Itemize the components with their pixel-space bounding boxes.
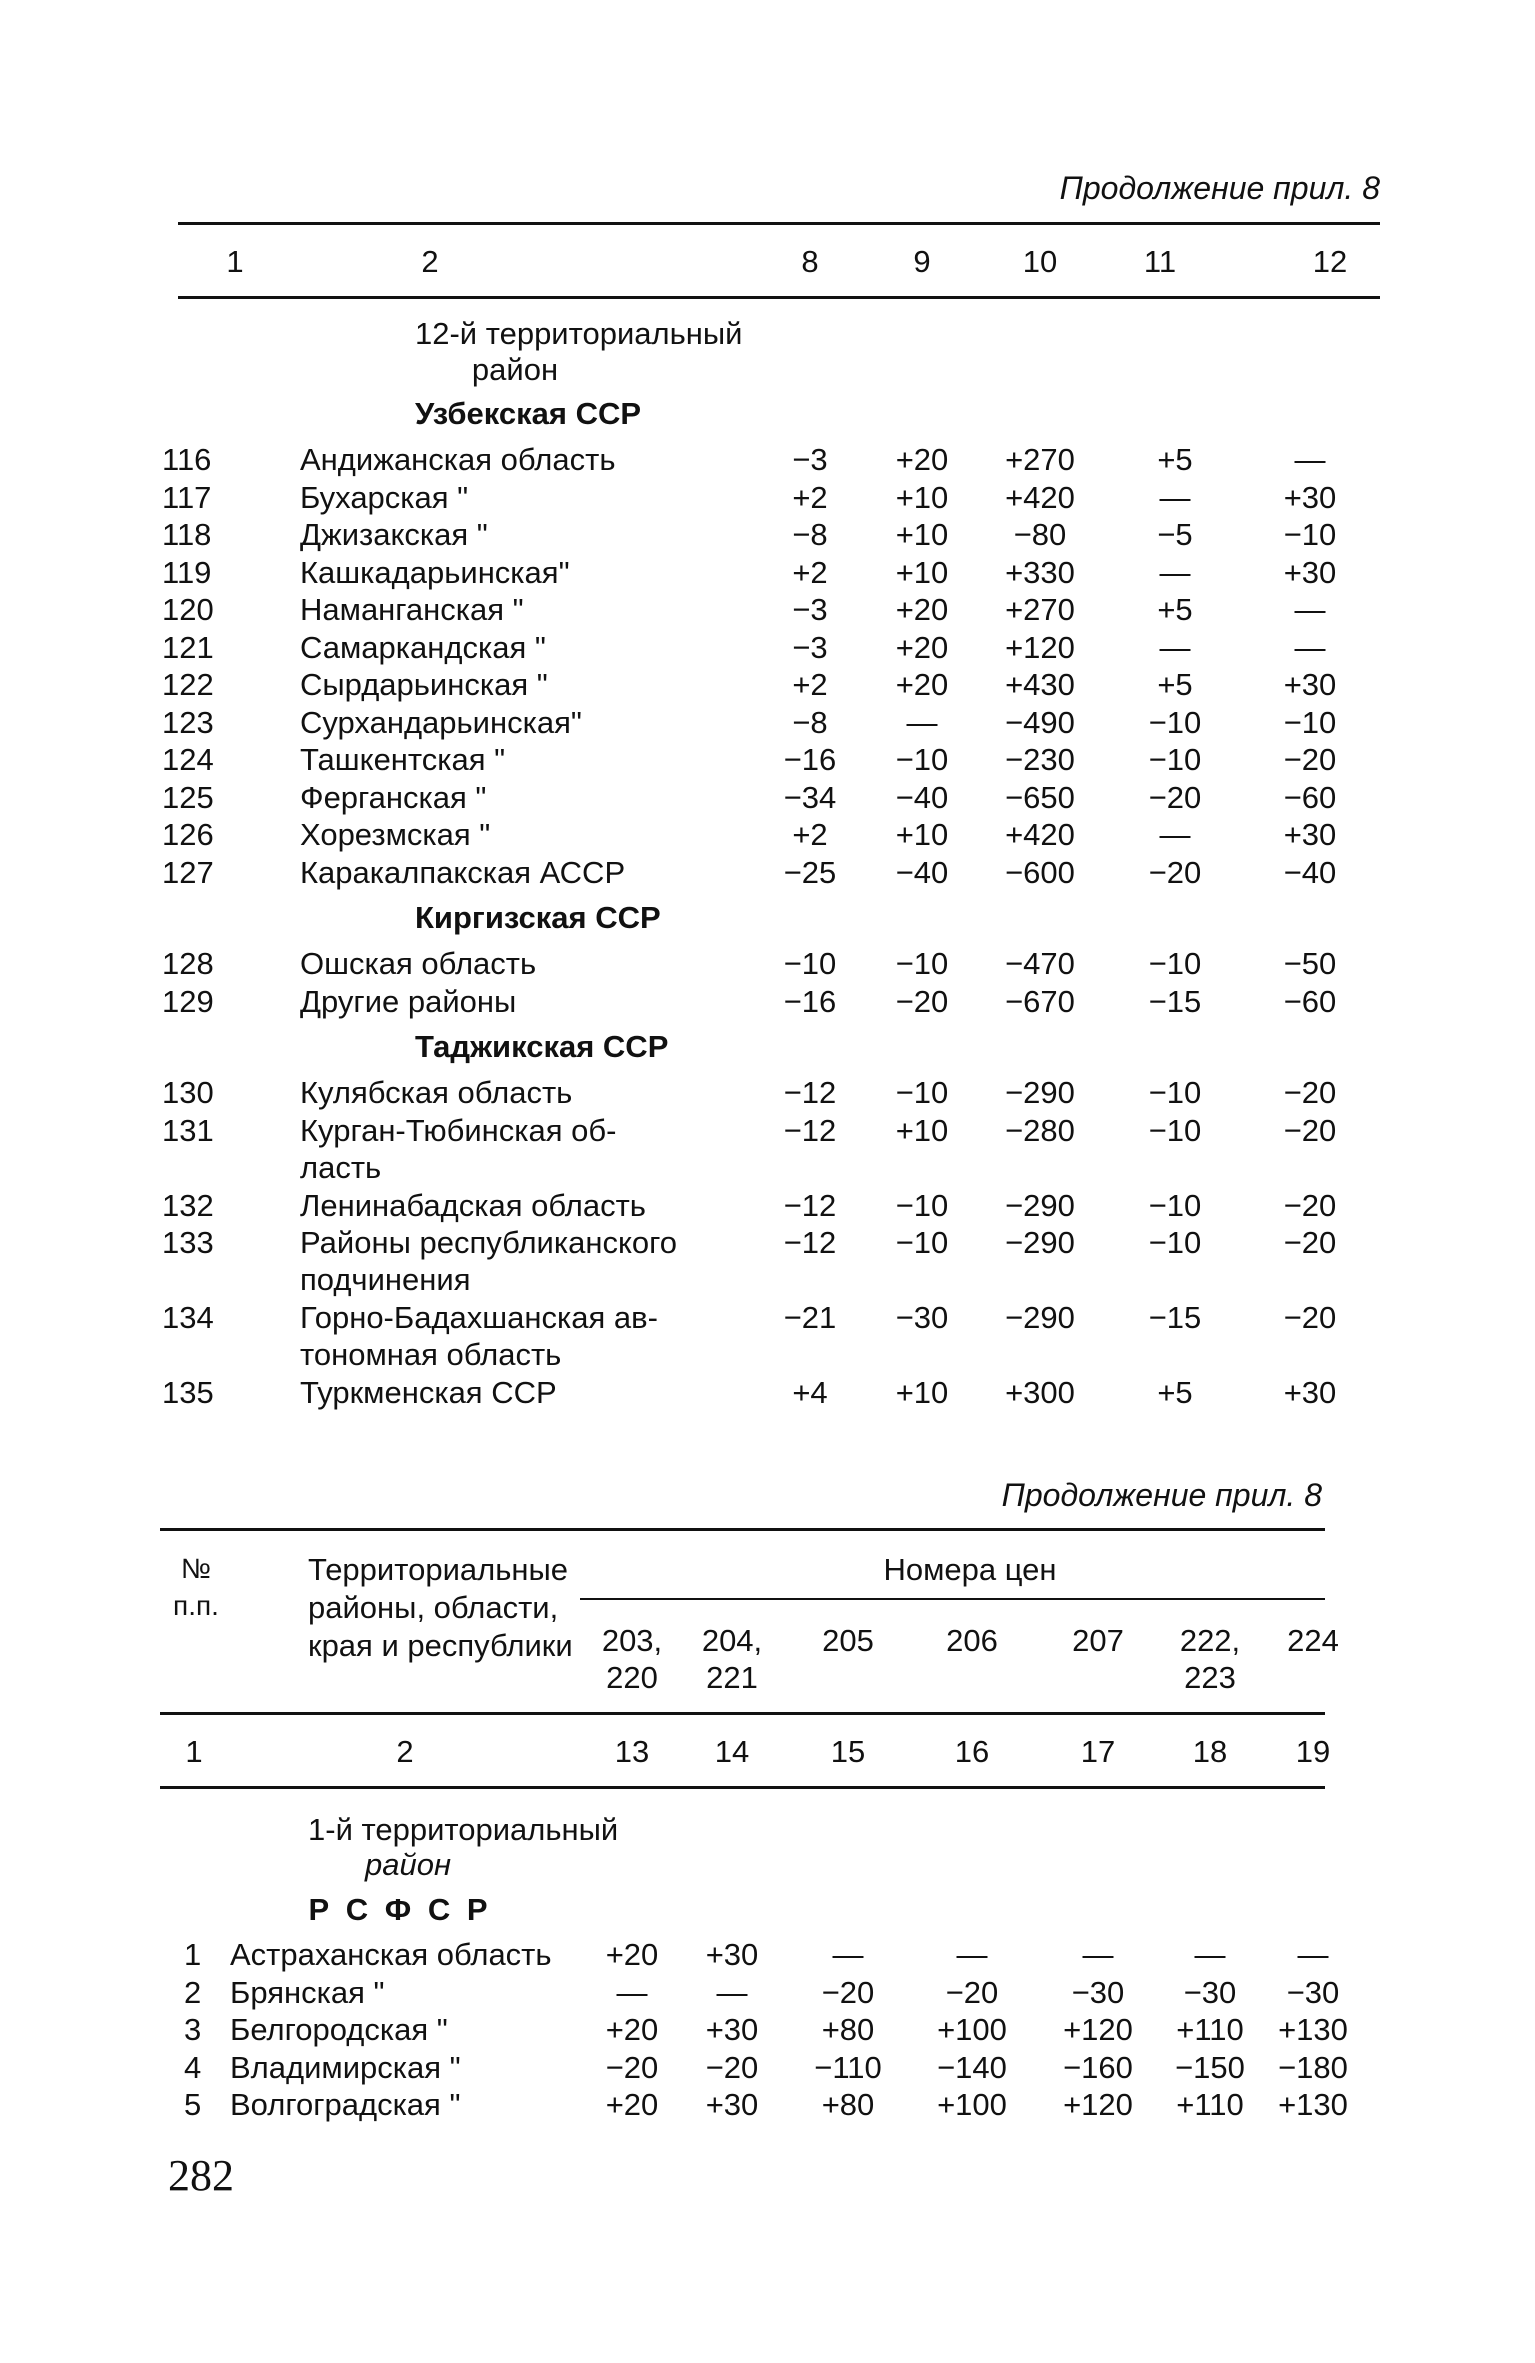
- price-value: −10: [895, 742, 949, 777]
- number-header: №: [180, 1553, 212, 1584]
- price-value: +30: [705, 2012, 759, 2047]
- region-name: Кашкадарьинская": [300, 554, 570, 590]
- price-value: +80: [821, 2087, 875, 2122]
- price-value: —: [1297, 1937, 1329, 1972]
- table2-column-number: 18: [1192, 1734, 1228, 1769]
- price-value: −10: [1148, 1075, 1202, 1110]
- price-value: —: [1294, 442, 1326, 477]
- price-value: −490: [1005, 704, 1075, 740]
- price-value: −10: [1148, 704, 1202, 740]
- price-value: +110: [1176, 2012, 1244, 2047]
- price-value: −650: [1005, 779, 1075, 815]
- price-value: —: [1159, 817, 1191, 852]
- table2-column-number: 1: [185, 1734, 203, 1769]
- region-name: Сырдарьинская ": [300, 667, 548, 702]
- price-value: −10: [1148, 1187, 1202, 1223]
- price-value: −290: [1005, 1300, 1075, 1335]
- price-value: −40: [1283, 854, 1337, 890]
- region-name: Белгородская ": [230, 2012, 448, 2047]
- price-value: +30: [1283, 667, 1337, 702]
- price-value: −10: [1148, 1225, 1202, 1260]
- region-name: Андижанская область: [300, 442, 616, 477]
- region-name: ласть: [300, 1149, 382, 1185]
- price-value: —: [716, 1974, 748, 2010]
- page-number: 282: [168, 2151, 234, 2200]
- row-number: 118: [162, 517, 212, 552]
- price-column-header: 203,: [601, 1623, 663, 1658]
- price-value: +120: [1063, 2012, 1133, 2047]
- row-number: 123: [162, 704, 214, 740]
- price-value: +20: [895, 629, 949, 665]
- regions-header: Территориальные: [308, 1552, 569, 1587]
- region-name: Ошская область: [300, 946, 537, 981]
- price-value: +30: [1283, 1375, 1337, 1410]
- row-number: 119: [162, 554, 212, 590]
- table2-numbers-rule: [160, 1786, 1325, 1789]
- table1-column-number: 1: [226, 244, 244, 279]
- price-column-header: 224: [1287, 1623, 1339, 1658]
- price-value: −20: [1283, 1187, 1337, 1223]
- price-value: —: [1294, 592, 1326, 627]
- price-value: −60: [1283, 983, 1337, 1019]
- price-value: —: [906, 704, 938, 740]
- price-value: −20: [1283, 742, 1337, 777]
- price-value: −10: [895, 1075, 949, 1110]
- price-value: +30: [1283, 817, 1337, 852]
- price-value: −10: [783, 946, 837, 981]
- price-value: −12: [783, 1187, 837, 1223]
- table1-top-rule: [178, 222, 1380, 225]
- row-number: 130: [162, 1075, 214, 1110]
- row-number: 117: [162, 479, 212, 515]
- price-value: +20: [605, 1937, 659, 1972]
- price-value: —: [1082, 1937, 1114, 1972]
- price-value: —: [1194, 1937, 1226, 1972]
- region-heading: район: [471, 352, 559, 387]
- region-name: тономная область: [300, 1337, 562, 1372]
- row-number: 122: [162, 667, 214, 702]
- price-value: −20: [821, 1974, 875, 2010]
- region-name: Ферганская ": [300, 779, 487, 815]
- table2-column-number: 13: [614, 1734, 650, 1769]
- row-number: 5: [184, 2087, 202, 2122]
- price-value: −10: [1283, 517, 1337, 552]
- price-value: +330: [1005, 554, 1075, 590]
- price-value: +300: [1005, 1375, 1075, 1410]
- region-name: Кулябская область: [300, 1075, 573, 1110]
- region-name: Туркменская ССР: [300, 1375, 557, 1410]
- group-title: Киргизская ССР: [415, 900, 661, 935]
- price-value: −670: [1005, 983, 1075, 1019]
- price-value: −30: [1071, 1974, 1125, 2010]
- price-value: +10: [895, 1375, 949, 1410]
- row-number: 128: [162, 946, 214, 981]
- row-number: 2: [184, 1974, 202, 2010]
- price-column-header: 221: [706, 1660, 758, 1695]
- region-name: Брянская ": [230, 1974, 385, 2010]
- price-value: −280: [1005, 1112, 1075, 1148]
- price-value: −10: [1148, 1112, 1202, 1148]
- price-column-header: 220: [606, 1660, 658, 1695]
- price-column-header: 205: [822, 1623, 874, 1658]
- price-value: +2: [792, 479, 828, 515]
- table2-column-number: 17: [1080, 1734, 1116, 1769]
- price-value: +10: [895, 554, 949, 590]
- price-value: —: [1159, 629, 1191, 665]
- continuation-note: Продолжение прил. 8: [1059, 170, 1380, 206]
- price-value: +120: [1063, 2087, 1133, 2122]
- price-value: −3: [792, 629, 828, 665]
- price-value: +2: [792, 817, 828, 852]
- price-value: −16: [783, 983, 837, 1019]
- price-value: +20: [895, 667, 949, 702]
- row-number: 133: [162, 1225, 214, 1260]
- region-name: Курган-Тюбинская об-: [300, 1112, 617, 1148]
- region-name: Наманганская ": [300, 592, 524, 627]
- number-header: п.п.: [173, 1590, 219, 1621]
- region-name: Ленинабадская область: [300, 1187, 646, 1223]
- price-value: +5: [1157, 442, 1193, 477]
- price-value: −180: [1278, 2049, 1348, 2085]
- price-value: −3: [792, 442, 828, 477]
- price-value: —: [616, 1974, 648, 2010]
- price-value: −20: [1283, 1112, 1337, 1148]
- price-value: −20: [1148, 854, 1202, 890]
- region-name: Ташкентская ": [300, 742, 506, 777]
- group-title: Р С Ф С Р: [308, 1892, 492, 1927]
- price-value: +10: [895, 479, 949, 515]
- price-value: +130: [1278, 2087, 1348, 2122]
- price-value: −10: [895, 1225, 949, 1260]
- price-value: −290: [1005, 1075, 1075, 1110]
- price-value: —: [1294, 629, 1326, 665]
- price-value: +420: [1005, 817, 1075, 852]
- price-value: —: [1159, 479, 1191, 515]
- price-value: —: [832, 1937, 864, 1972]
- price-value: +110: [1176, 2087, 1244, 2122]
- table1-column-number: 8: [801, 244, 819, 279]
- row-number: 135: [162, 1375, 214, 1410]
- price-value: −5: [1157, 517, 1193, 552]
- price-value: −12: [783, 1112, 837, 1148]
- prices-subheader-rule: [580, 1598, 1325, 1600]
- price-value: −10: [1283, 704, 1337, 740]
- price-value: +10: [895, 517, 949, 552]
- price-value: +20: [605, 2087, 659, 2122]
- region-name: Джизакская ": [300, 517, 488, 552]
- table2-column-number: 15: [830, 1734, 866, 1769]
- price-value: −30: [1183, 1974, 1237, 2010]
- price-value: +4: [792, 1375, 828, 1410]
- price-value: −20: [1283, 1075, 1337, 1110]
- price-value: −10: [895, 946, 949, 981]
- price-value: +5: [1157, 1375, 1193, 1410]
- region-name: Астраханская область: [230, 1937, 552, 1972]
- table2-top-rule: [160, 1528, 1325, 1531]
- price-value: +120: [1005, 629, 1075, 665]
- group-title: Узбекская ССР: [415, 396, 642, 431]
- region-name: Сурхандарьинская": [300, 704, 582, 740]
- price-column-header: 206: [946, 1623, 998, 1658]
- prices-title: Номера цен: [883, 1552, 1057, 1587]
- table2-column-number: 19: [1295, 1734, 1331, 1769]
- table1-header-rule: [178, 296, 1380, 299]
- price-value: +5: [1157, 667, 1193, 702]
- region-name: Владимирская ": [230, 2049, 461, 2085]
- price-value: +20: [895, 592, 949, 627]
- row-number: 134: [162, 1300, 214, 1335]
- price-value: −20: [1148, 779, 1202, 815]
- price-value: +20: [605, 2012, 659, 2047]
- price-value: +80: [821, 2012, 875, 2047]
- price-value: −290: [1005, 1187, 1075, 1223]
- region-name: Волгоградская ": [230, 2087, 461, 2122]
- price-value: +430: [1005, 667, 1075, 702]
- price-value: +5: [1157, 592, 1193, 627]
- row-number: 127: [162, 854, 214, 890]
- price-value: −20: [1283, 1300, 1337, 1335]
- price-value: +20: [895, 442, 949, 477]
- row-number: 1: [184, 1937, 202, 1972]
- region-name: Горно-Бадахшанская ав-: [300, 1300, 658, 1335]
- price-value: −25: [783, 854, 837, 890]
- price-value: +130: [1278, 2012, 1348, 2047]
- region-name: Хорезмская ": [300, 817, 491, 852]
- price-value: +30: [705, 2087, 759, 2122]
- price-value: −10: [1148, 742, 1202, 777]
- price-value: −15: [1148, 983, 1202, 1019]
- price-value: −10: [895, 1187, 949, 1223]
- price-column-header: 204,: [701, 1623, 763, 1658]
- row-number: 126: [162, 817, 214, 852]
- price-column-header: 222,: [1179, 1623, 1241, 1658]
- price-value: −600: [1005, 854, 1075, 890]
- price-column-header: 207: [1072, 1623, 1124, 1658]
- price-value: +270: [1005, 442, 1075, 477]
- price-value: +10: [895, 817, 949, 852]
- table1-column-number: 11: [1143, 244, 1177, 279]
- table1-column-number: 9: [913, 244, 931, 279]
- price-value: −140: [937, 2049, 1007, 2085]
- table1-column-number: 12: [1312, 244, 1348, 279]
- table1-column-number: 2: [421, 244, 439, 279]
- row-number: 131: [162, 1112, 214, 1148]
- price-value: +30: [1283, 479, 1337, 515]
- price-value: —: [1159, 554, 1191, 590]
- row-number: 124: [162, 742, 214, 777]
- region-name: Другие районы: [300, 983, 517, 1019]
- region-name: Бухарская ": [300, 479, 469, 515]
- price-value: +30: [705, 1937, 759, 1972]
- region-heading: 1-й территориальный: [308, 1812, 619, 1847]
- row-number: 4: [184, 2049, 202, 2085]
- region-name: Самаркандская ": [300, 629, 546, 665]
- price-value: +2: [792, 554, 828, 590]
- price-value: −40: [895, 854, 949, 890]
- price-value: —: [956, 1937, 988, 1972]
- price-value: −8: [792, 704, 828, 740]
- price-value: −20: [895, 983, 949, 1019]
- region-heading: 12-й территориальный: [415, 316, 743, 351]
- table2-header-rule: [160, 1712, 1325, 1715]
- price-value: −16: [783, 742, 837, 777]
- row-number: 121: [162, 629, 214, 665]
- price-value: +2: [792, 667, 828, 702]
- price-value: −12: [783, 1075, 837, 1110]
- price-value: −30: [1286, 1974, 1340, 2010]
- price-value: −8: [792, 517, 828, 552]
- row-number: 132: [162, 1187, 214, 1223]
- price-value: −470: [1005, 946, 1075, 981]
- price-column-header: 223: [1184, 1660, 1236, 1695]
- region-name: Районы республиканского: [300, 1225, 677, 1260]
- price-value: −230: [1005, 742, 1075, 777]
- price-value: +30: [1283, 554, 1337, 590]
- row-number: 129: [162, 983, 214, 1019]
- price-value: +100: [937, 2012, 1007, 2047]
- price-value: +100: [937, 2087, 1007, 2122]
- price-value: −50: [1283, 946, 1337, 981]
- regions-header: районы, области,: [308, 1590, 559, 1625]
- table2-column-number: 16: [954, 1734, 990, 1769]
- table2-column-number: 14: [714, 1734, 750, 1769]
- price-value: −290: [1005, 1225, 1075, 1260]
- price-value: −3: [792, 592, 828, 627]
- price-value: −160: [1063, 2049, 1133, 2085]
- price-value: −60: [1283, 779, 1337, 815]
- price-value: −12: [783, 1225, 837, 1260]
- price-value: −110: [814, 2049, 882, 2085]
- price-value: −150: [1175, 2049, 1245, 2085]
- region-name: подчинения: [300, 1262, 471, 1297]
- regions-header: края и республики: [308, 1628, 573, 1663]
- price-value: −21: [783, 1300, 837, 1335]
- price-value: −10: [1148, 946, 1202, 981]
- region-name: Каракалпакская АССР: [300, 854, 626, 890]
- price-value: +420: [1005, 479, 1075, 515]
- table2-column-number: 2: [396, 1734, 414, 1769]
- price-value: −34: [783, 779, 837, 815]
- row-number: 125: [162, 779, 214, 815]
- price-value: +270: [1005, 592, 1075, 627]
- price-value: −20: [945, 1974, 999, 2010]
- price-value: −40: [895, 779, 949, 815]
- row-number: 116: [162, 442, 212, 477]
- region-heading: район: [364, 1847, 452, 1882]
- table1-column-number: 10: [1022, 244, 1058, 279]
- row-number: 120: [162, 592, 214, 627]
- continuation-note: Продолжение прил. 8: [1001, 1477, 1322, 1513]
- price-value: +10: [895, 1112, 949, 1148]
- price-value: −20: [705, 2049, 759, 2085]
- price-value: −30: [895, 1300, 949, 1335]
- group-title: Таджикская ССР: [415, 1029, 669, 1064]
- price-value: −80: [1013, 517, 1067, 552]
- price-value: −20: [605, 2049, 659, 2085]
- row-number: 3: [184, 2012, 202, 2047]
- price-value: −20: [1283, 1225, 1337, 1260]
- price-value: −15: [1148, 1300, 1202, 1335]
